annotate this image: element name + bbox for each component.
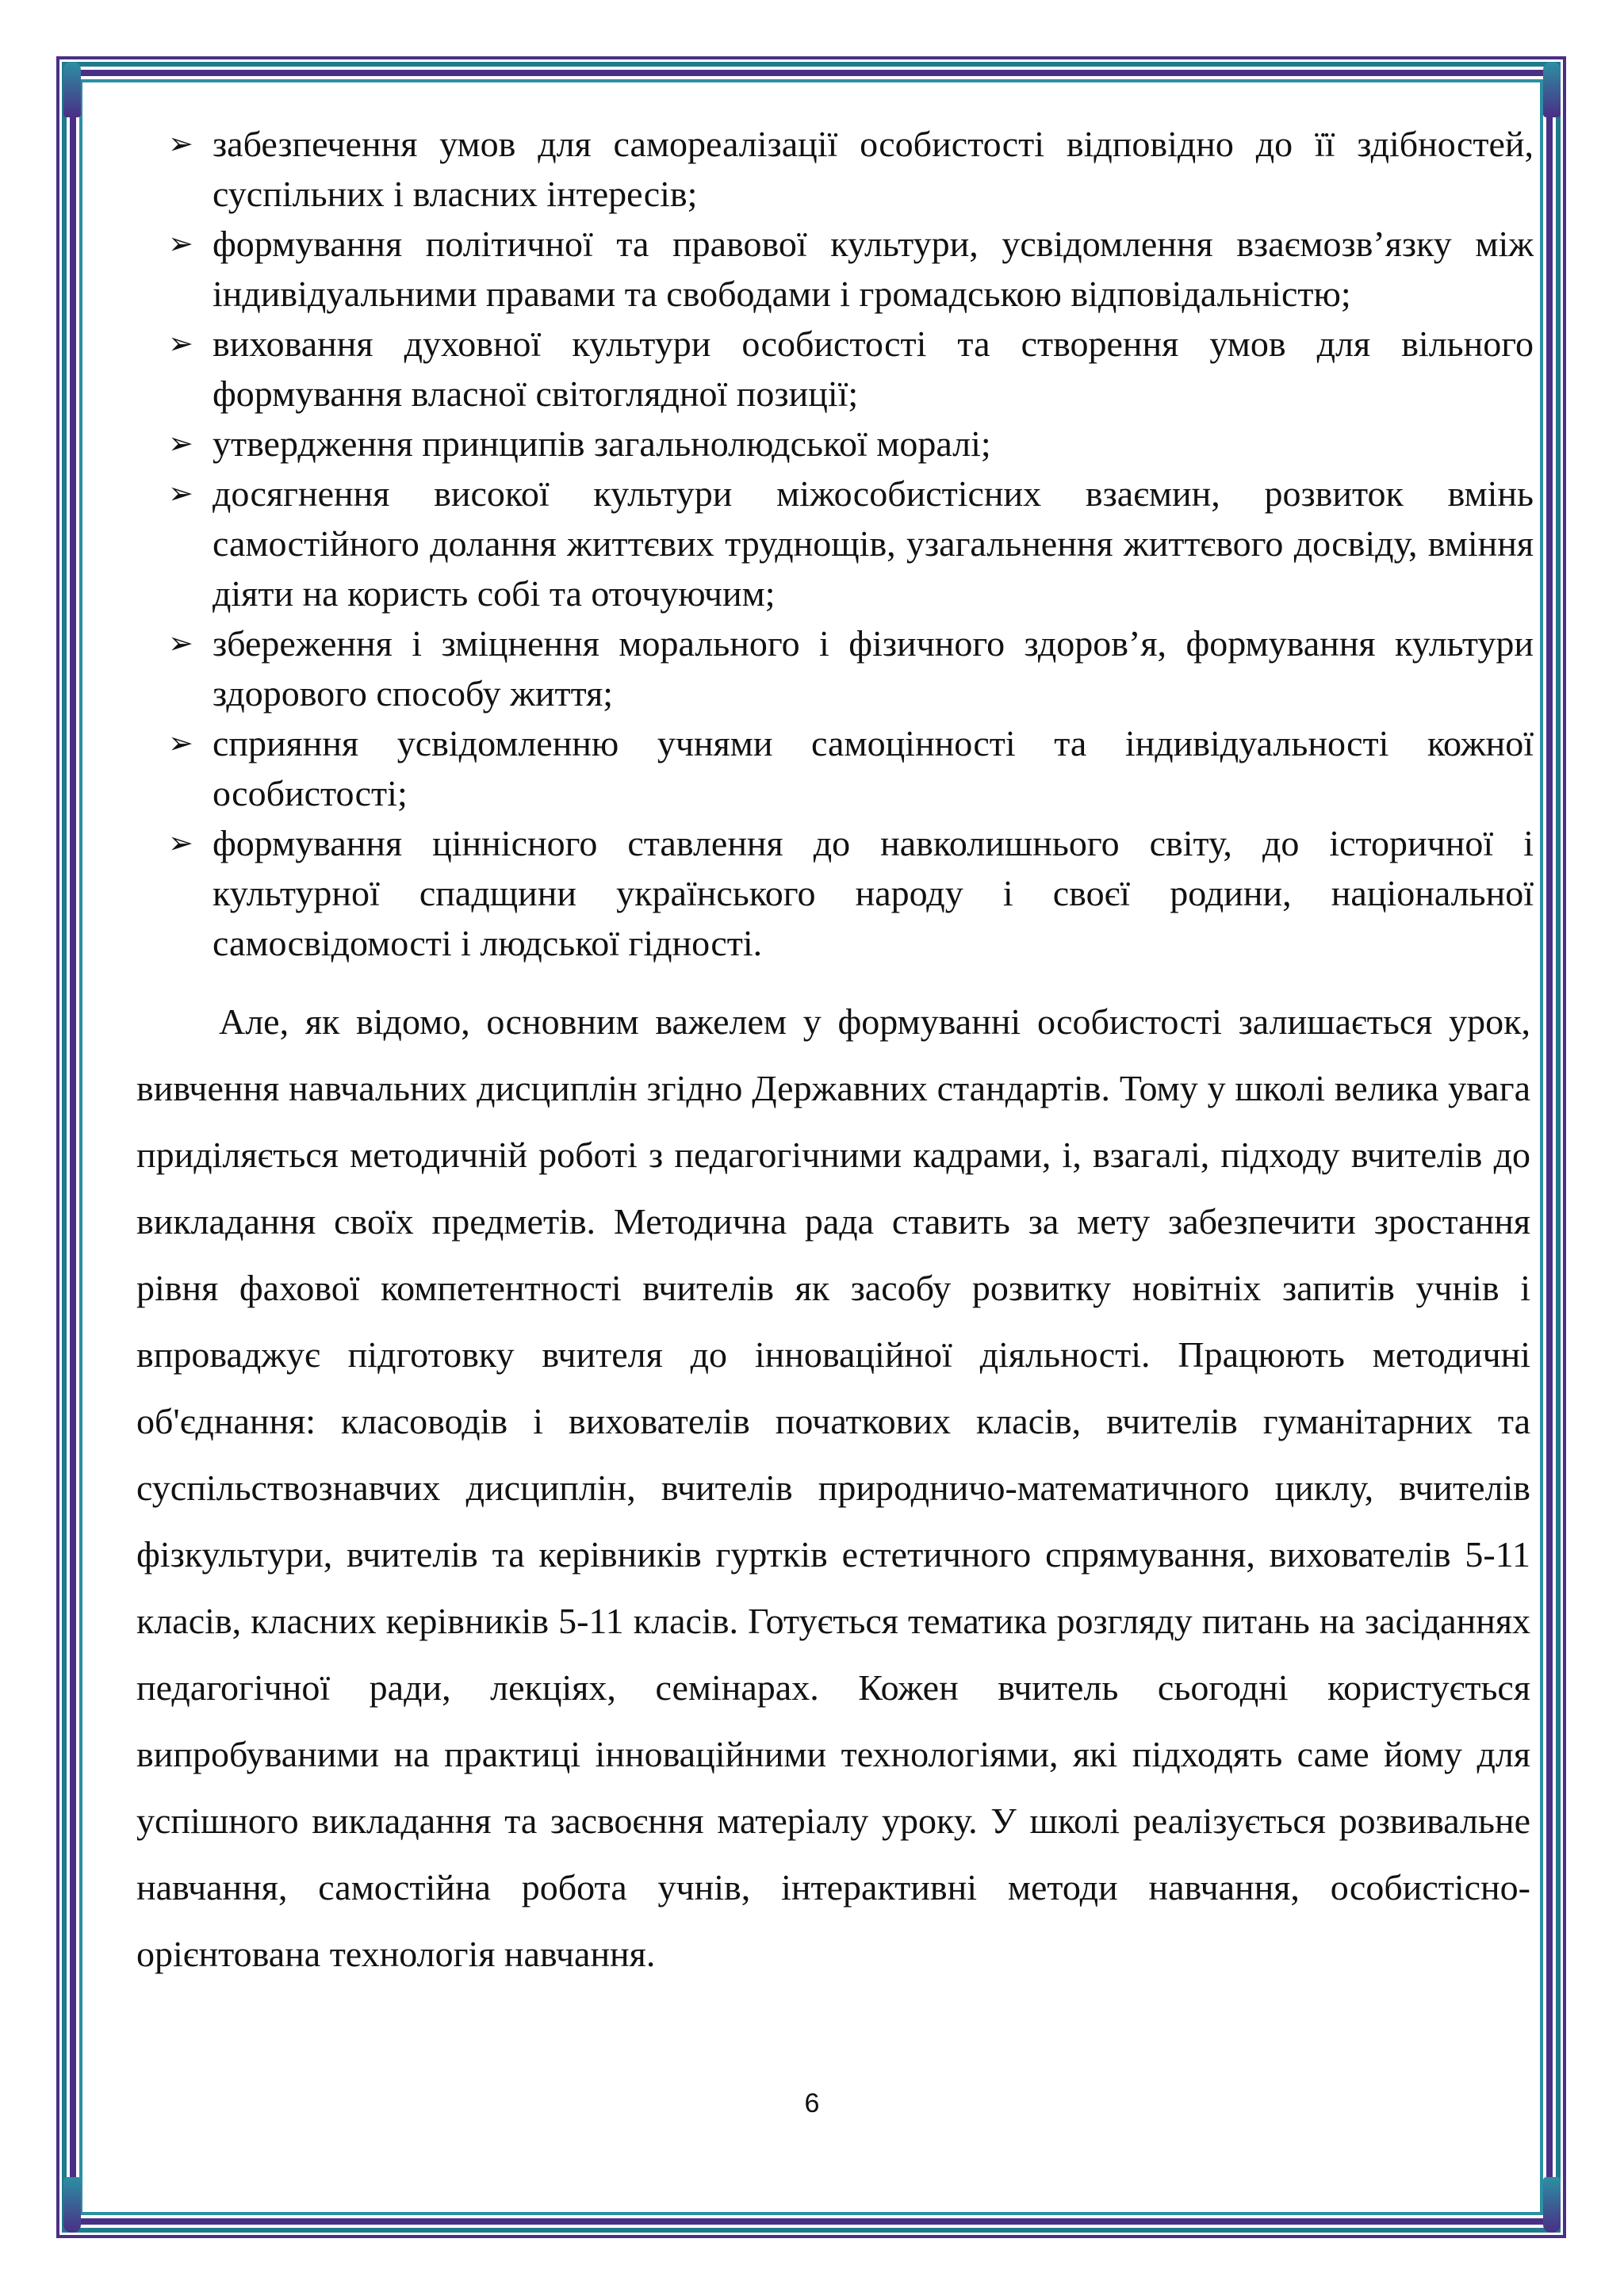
bullet-text: формування політичної та правової культури, усвідомлення взаємозв’язку між індивідуальними правами та свободами і громадською відповідальністю; xyxy=(213,224,1534,314)
border-corner-ornament xyxy=(63,2177,81,2233)
bullet-item xyxy=(136,319,1534,419)
arrow-bullet-icon: ➢ xyxy=(168,226,193,261)
bullet-item xyxy=(136,119,1534,219)
bullet-text: збереження і зміцнення морального і фізичного здоров’я, формування культури здорового способу життя; xyxy=(213,623,1534,714)
border-corner-ornament xyxy=(1543,62,1561,117)
page-content xyxy=(136,119,1534,1988)
bullet-text: досягнення високої культури міжособистісних взаємин, розвиток вмінь самостійного долання життєвих труднощів, узагальнення життєвого досвіду, вміння діяти на користь собі та оточуючим; xyxy=(213,473,1534,614)
arrow-bullet-icon: ➢ xyxy=(168,476,193,511)
arrow-bullet-icon: ➢ xyxy=(168,825,193,860)
bullet-item xyxy=(136,419,1534,469)
body-paragraph: Але, як відомо, основним важелем у формуванні особистості залишається урок, вивчення навчальних дисциплін згідно Державних стандартів. Тому у школі велика увага приділяється методичній роботі з педагогічними кадрами, і, взагалі, підходу вчителів до викладання своїх предметів. Методична рада ставить за мету забезпечити зростання рівня фахової компетентності вчителів як засобу розвитку новітніх запитів учнів і впроваджує підготовку вчителя до інноваційної діяльності. Працюють методичні об'єднання: класоводів і вихователів початкових класів, вчителів гуманітарних та суспільствознавчих дисциплін, вчителів природничо-математичного циклу, вчителів фізкультури, вчителів та керівників гуртків естетичного спрямування, вихователів 5-11 класів, класних керівників 5-11 класів. Готується тематика розгляду питань на засіданнях педагогічної ради, лекціях, семінарах. Кожен вчитель сьогодні користується випробуваними на практиці інноваційними технологіями, які підходять саме йому для успішного викладання та засвоєння матеріалу уроку. У школі реалізується розвивальне навчання, самостійна робота учнів, інтерактивні методи навчання, особистісно-орієнтована технологія навчання. xyxy=(136,1001,1530,1974)
arrow-bullet-icon: ➢ xyxy=(168,326,193,361)
bullet-text: утвердження принципів загальнолюдської моралі; xyxy=(213,423,991,464)
page-number: 6 xyxy=(804,2088,820,2118)
bullet-text: формування ціннісного ставлення до навколишнього світу, до історичної і культурної спадщини українського народу і своєї родини, національної самосвідомості і людської гідності. xyxy=(213,823,1534,963)
bullet-list xyxy=(136,119,1534,968)
bullet-item xyxy=(136,818,1534,968)
bullet-text: виховання духовної культури особистості та створення умов для вільного формування власної світоглядної позиції; xyxy=(213,323,1534,414)
arrow-bullet-icon: ➢ xyxy=(168,126,193,161)
bullet-text: сприяння усвідомленню учнями самоцінності та індивідуальності кожної особистості; xyxy=(213,723,1534,813)
bullet-item xyxy=(136,618,1534,718)
bullet-item xyxy=(136,718,1534,818)
bullet-item xyxy=(136,219,1534,319)
arrow-bullet-icon: ➢ xyxy=(168,626,193,660)
arrow-bullet-icon: ➢ xyxy=(168,426,193,461)
border-corner-ornament xyxy=(1543,2177,1561,2233)
arrow-bullet-icon: ➢ xyxy=(168,725,193,760)
border-corner-ornament xyxy=(63,62,81,117)
bullet-text: забезпечення умов для самореалізації особистості відповідно до її здібностей, суспільних і власних інтересів; xyxy=(213,124,1534,214)
bullet-item xyxy=(136,469,1534,618)
